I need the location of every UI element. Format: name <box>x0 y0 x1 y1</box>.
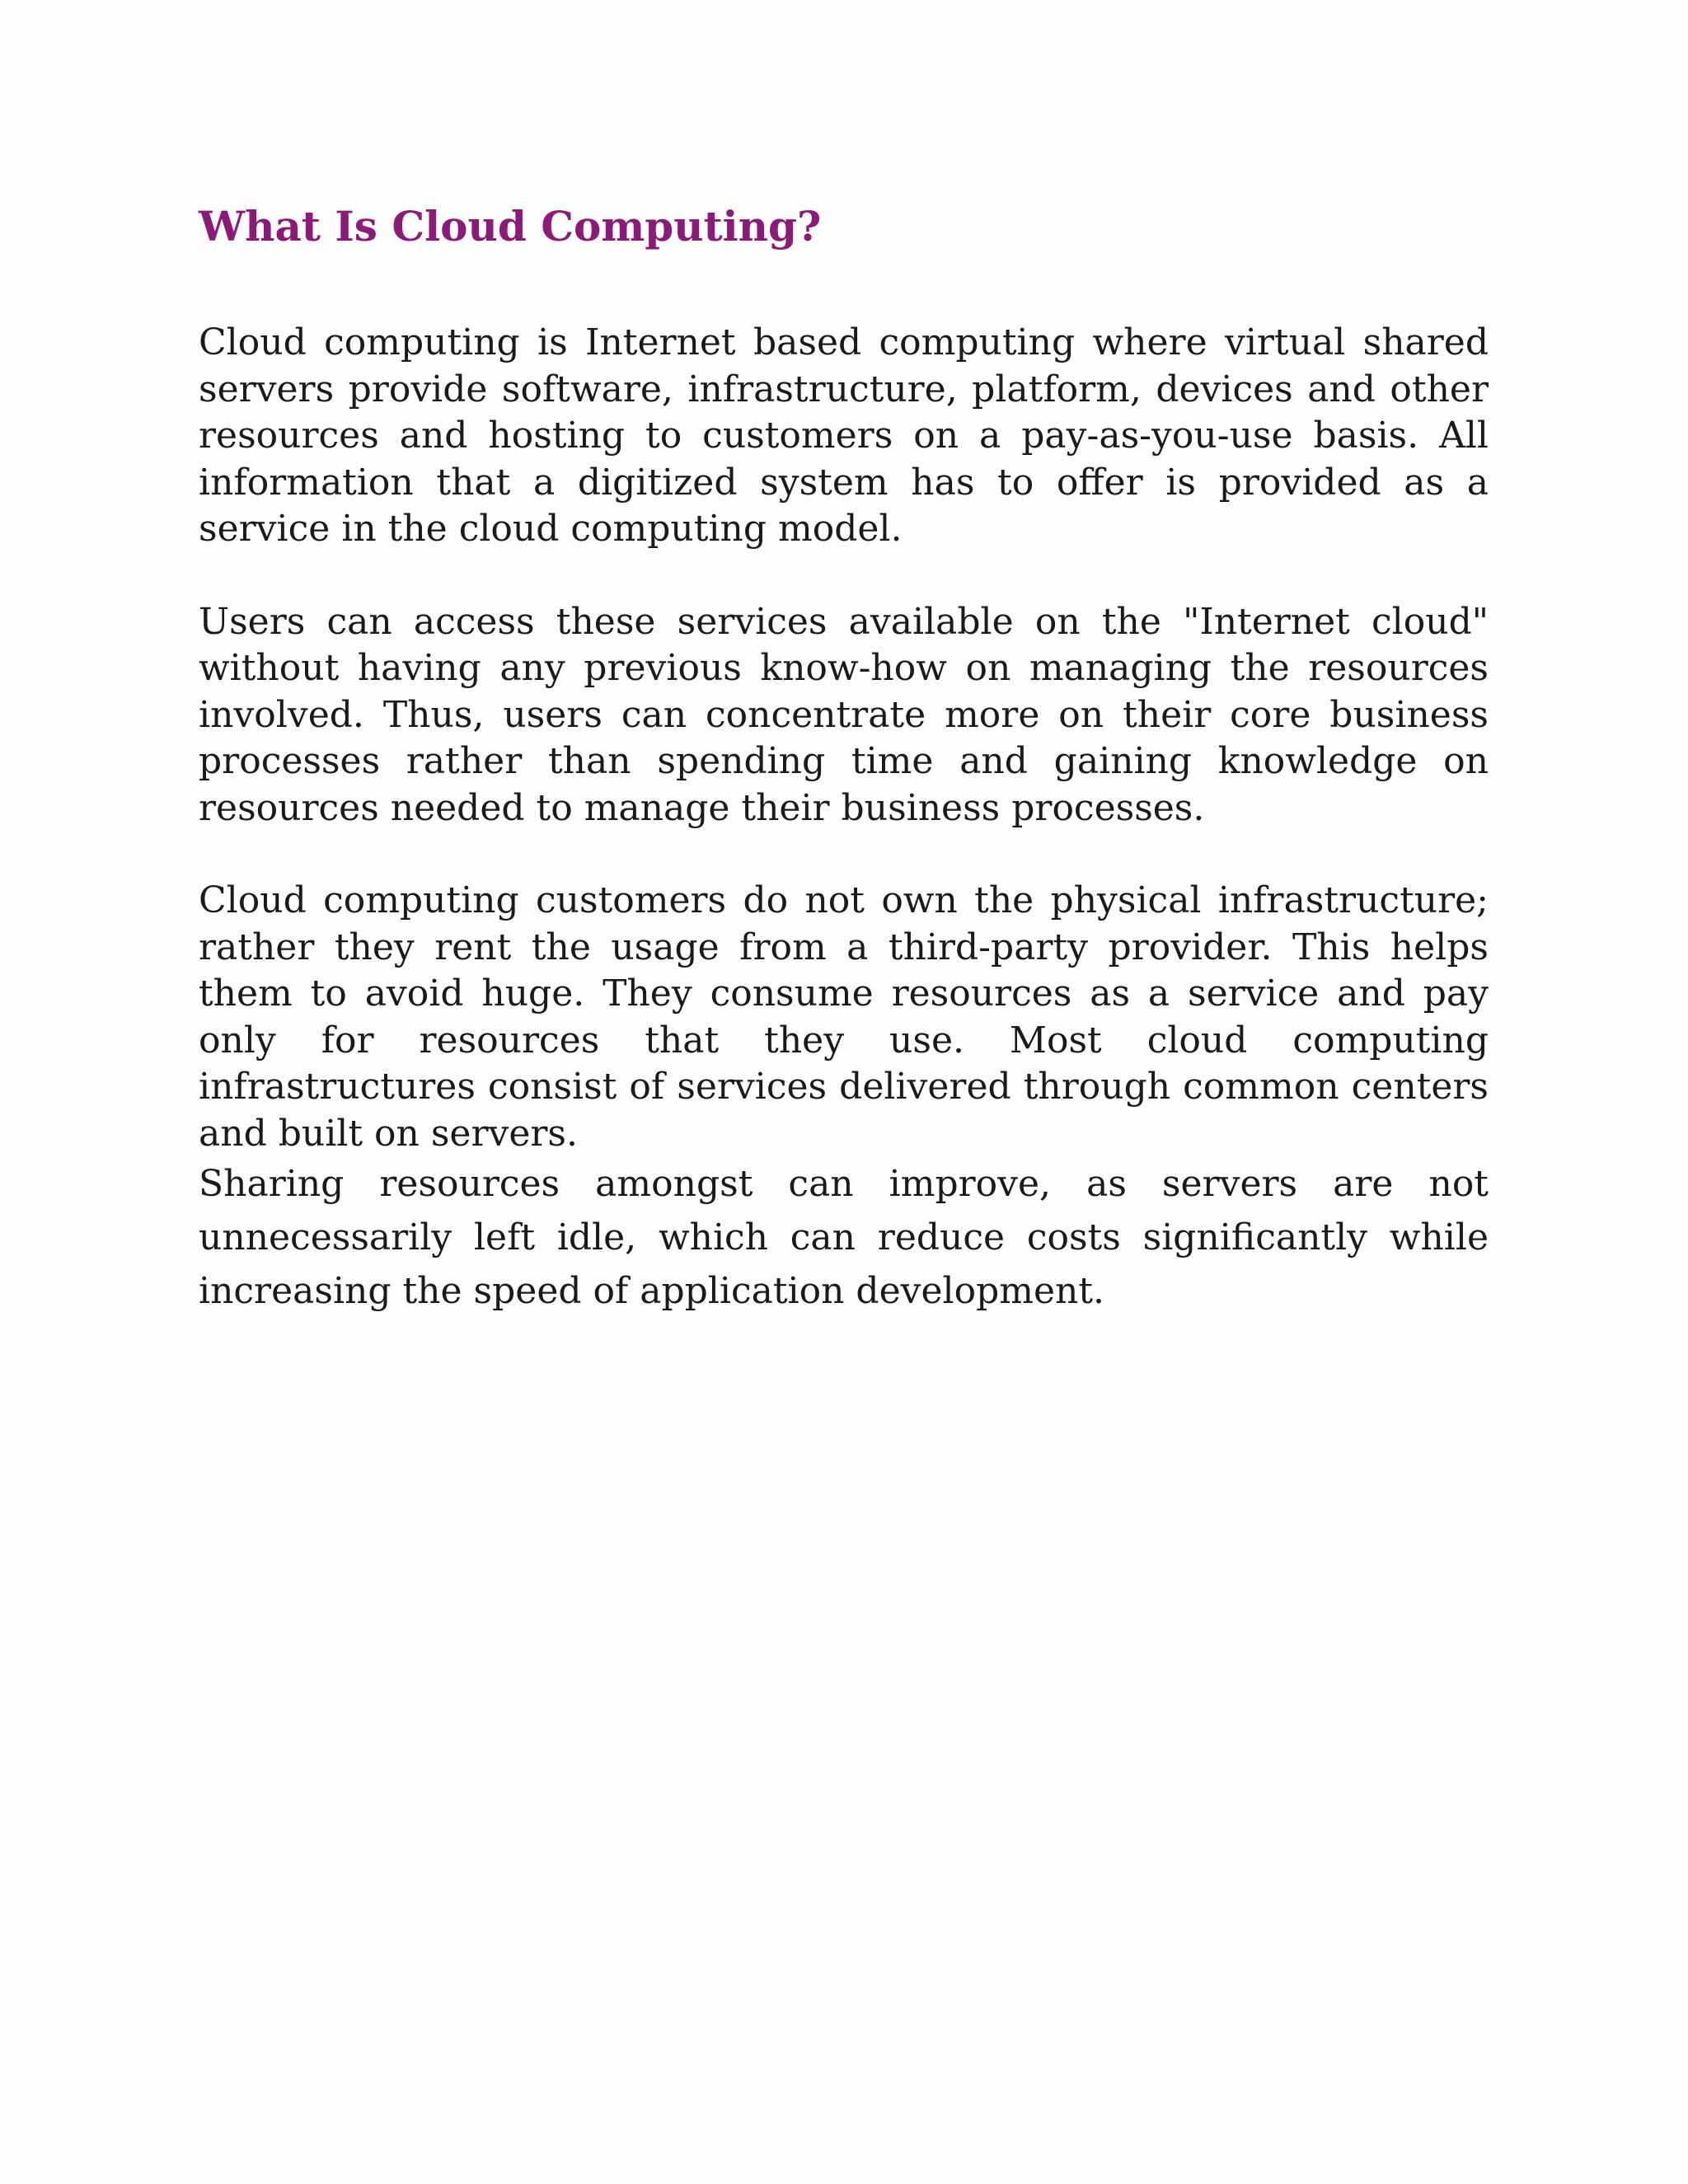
paragraph-sharing: Sharing resources amongst can improve, as servers are not unnecessarily left idle, which can reduce costs significantly while increasing the speed of application development. <box>199 1163 1489 1312</box>
document-content <box>199 194 1489 1318</box>
paragraph-definition: Cloud computing is Internet based computing where virtual shared servers provide software, infrastructure, platform, devices and other resources and hosting to customers on a pay-as-you-use basis. All information that a digitized system has to offer is provided as a service in the cloud computing model. <box>199 321 1489 550</box>
paragraph-users: Users can access these services available on the "Internet cloud" without having any previous know-how on managing the resources involved. Thus, users can concentrate more on their core business processes rather than spending time and gaining knowledge on resources needed to manage their business processes. <box>199 600 1489 829</box>
paragraph-customers: Cloud computing customers do not own the physical infrastructure; rather they rent the usage from a third-party provider. This helps them to avoid huge. They consume resources as a service and pay only for resources that they use. Most cloud computing infrastructures consist of services delivered through common centers and built on servers. <box>199 879 1489 1155</box>
page-title: What Is Cloud Computing? <box>199 202 822 251</box>
paragraph-spacer <box>199 553 1489 599</box>
paragraph-spacer <box>199 832 1489 878</box>
